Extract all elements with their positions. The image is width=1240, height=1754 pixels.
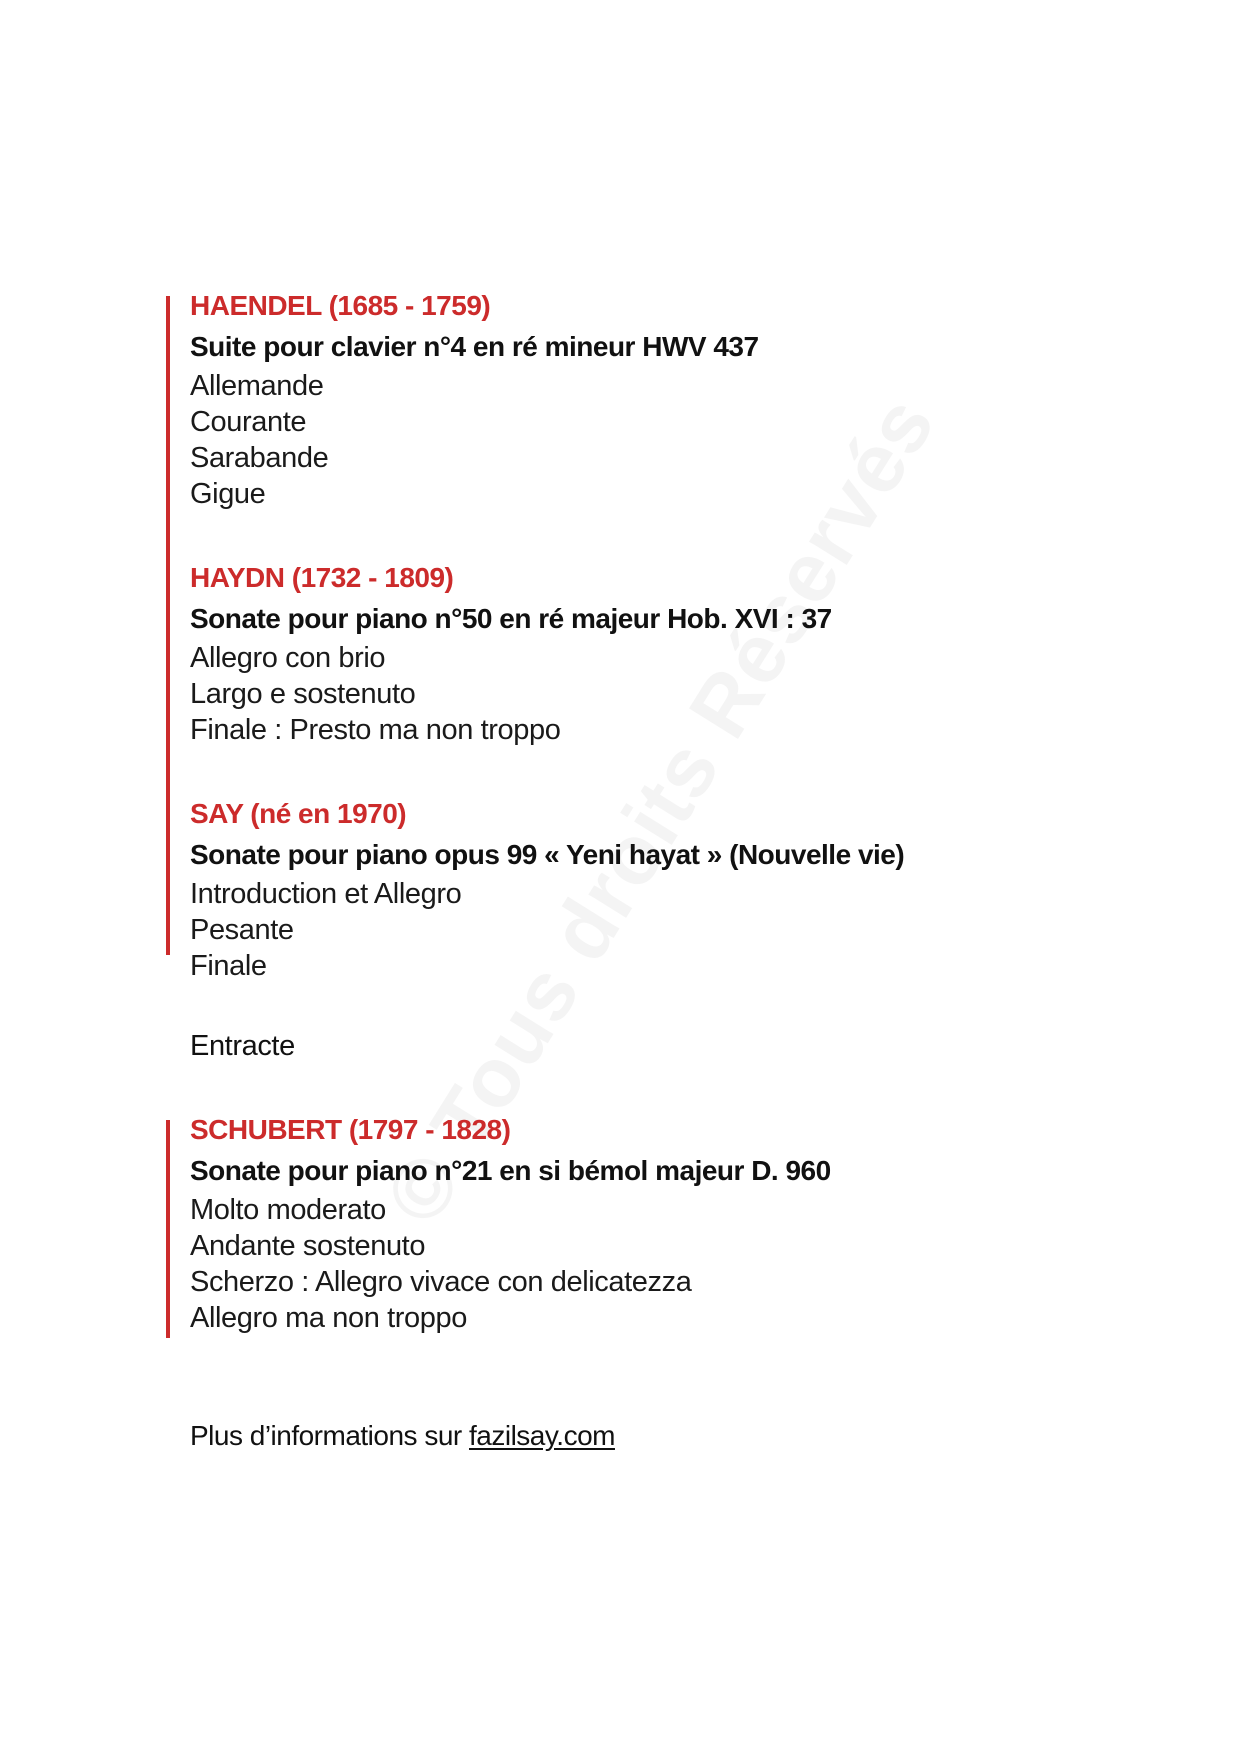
accent-bar <box>166 296 170 955</box>
work-title: Suite pour clavier n°4 en ré mineur HWV 437 <box>190 331 759 362</box>
movement-item: Finale : Presto ma non troppo <box>190 714 561 746</box>
intermission-label: Entracte <box>190 1030 295 1062</box>
concert-program <box>190 286 1090 1454</box>
movement-item: Allemande <box>190 370 324 402</box>
second-part <box>190 1110 1090 1336</box>
footer-prefix: Plus d’informations sur <box>190 1420 470 1451</box>
work-title: Sonate pour piano n°50 en ré majeur Hob. XVI : 37 <box>190 603 832 634</box>
composer-heading: HAYDN (1732 - 1809) <box>190 562 454 593</box>
work-title: Sonate pour piano n°21 en si bémol majeur D. 960 <box>190 1155 831 1186</box>
composer-heading: SCHUBERT (1797 - 1828) <box>190 1114 511 1145</box>
more-info-footer <box>190 1418 1090 1454</box>
movement-item: Gigue <box>190 478 266 510</box>
work-title: Sonate pour piano opus 99 « Yeni hayat » (Nouvelle vie) <box>190 839 905 870</box>
movement-item: Courante <box>190 406 307 438</box>
movement-item: Scherzo : Allegro vivace con delicatezza <box>190 1266 692 1298</box>
piece-block <box>190 794 1090 984</box>
composer-heading: HAENDEL (1685 - 1759) <box>190 290 491 321</box>
movement-item: Introduction et Allegro <box>190 878 462 910</box>
movement-item: Andante sostenuto <box>190 1230 426 1262</box>
first-part <box>190 286 1090 984</box>
piece-block <box>190 1110 1090 1336</box>
movement-item: Molto moderato <box>190 1194 386 1226</box>
movement-item: Allegro con brio <box>190 642 386 674</box>
website-link[interactable]: fazilsay.com <box>469 1420 615 1451</box>
movement-item: Allegro ma non troppo <box>190 1302 467 1334</box>
piece-block <box>190 286 1090 512</box>
movement-item: Pesante <box>190 914 294 946</box>
movement-item: Largo e sostenuto <box>190 678 416 710</box>
composer-heading: SAY (né en 1970) <box>190 798 407 829</box>
movement-item: Sarabande <box>190 442 329 474</box>
piece-block <box>190 558 1090 748</box>
accent-bar <box>166 1120 170 1338</box>
movement-item: Finale <box>190 950 267 982</box>
